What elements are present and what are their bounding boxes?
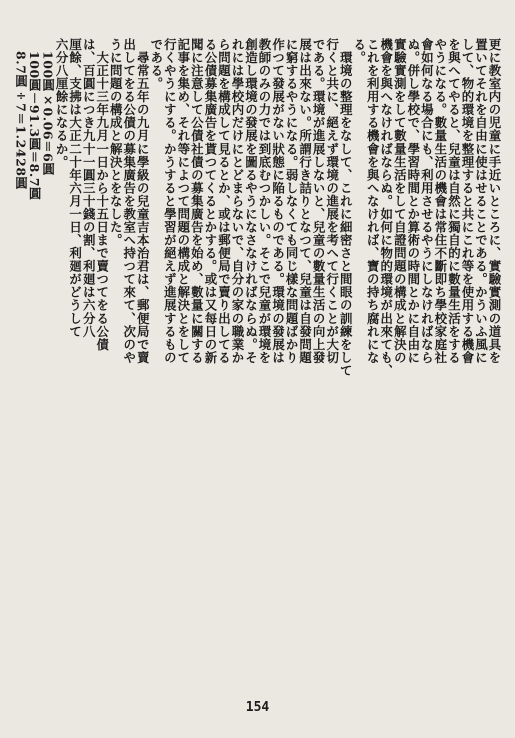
text-column-4: を與へてやると、兒童は自然に獨自的に數量生活をする [446, 38, 462, 364]
text-column-19: 創造し環境の發展を圖るやうになさなければならぬ。そ [243, 38, 259, 364]
text-column-7: ぬ。併し學校で、學習時間とか算術の時間とかに自由に [405, 38, 421, 364]
text-column-14: である。環境が進展しないと、兒童の數量生活の向上發 [311, 38, 327, 364]
text-column-31: は、百圓につき九十一圓三十錢の割、利廻は六分八 [81, 38, 97, 338]
text-column-32: 厘餘、支拂は大正二十年六月一日、利廻がどうして [67, 38, 83, 338]
text-column-20: れには學校内だけにとどまらないで、自分の家の職業か [229, 38, 245, 364]
text-column-2: 置いてそれを自由に使はせることである。かういふ風に [473, 38, 489, 364]
text-column-26: である。 [148, 38, 164, 91]
text-column-10: これを利用する機會を與へなければ、寶の持ち腐れにな [365, 38, 381, 364]
text-column-1: 更に教室内の児童に手近いところに、實驗實測の道具を [487, 38, 502, 364]
text-column-25: 行くやうにする。かうすると學習が絕えず進展するもの [162, 38, 178, 364]
text-column-12: 環境の整理をなして、これに細密さと間眼の訓練をして [338, 38, 354, 378]
text-column-11: る。 [351, 38, 367, 65]
text-column-9: 機會を與へなければならぬ。如何に物的環境が出來ても、 [378, 38, 394, 378]
page-number: 154 [245, 700, 270, 715]
text-column-36: 8.7圓÷7＝1.2428圓 [13, 38, 29, 190]
text-column-15: 展は出來ない。所謂行き詰りとなつて、兒童は自發問題 [297, 38, 313, 364]
text-column-21: ら問題を構成して見るとか、或は郵便局で賣り出してる [216, 38, 232, 364]
text-column-24: 記事を集め、それ等によつて問題の構成と解決とをして [175, 38, 191, 364]
text-column-35: 100圓－91.3圓＝8.7圓 [27, 38, 43, 201]
text-column-8: 實驗實測をして數量生活をして自證問題の構成と解決の [392, 38, 408, 364]
text-column-22: る公債募集廣告を貰つてくるとかする。或は又每日の新 [202, 38, 218, 364]
text-column-28: 出してをる公債の募集廣告を教室へ持つて來て、次のや [121, 38, 137, 364]
text-column-6: 會如何なる場合にも、利用させるやうにしなければなら [419, 38, 435, 364]
text-column-33: 六分八厘餘になるか。 [54, 38, 70, 169]
text-column-29: うに問題の構成と解決とをなした。 [108, 38, 124, 247]
text-column-23: 聞に注意して公債社債の募集廣告を始め、數量に關する [189, 38, 205, 364]
text-column-3: して、物的環境を整理すると共にこれ等を使用する機會 [459, 38, 475, 364]
text-column-30: 大正十三年九月一日から十五日まで賣つてをる公債 [94, 38, 110, 351]
text-column-5: やうになる。數量生活の機會は常住不斷即ち學校家庭社 [432, 38, 448, 364]
text-column-34: 100圓×0.06＝6圓 [40, 38, 56, 176]
text-column-13: 行くと共に、絕えず環境の進展を考へて行くことが大切 [324, 38, 340, 364]
text-column-17: 作つて發展がない狀態に陥るものである。環境の發展は [270, 38, 286, 364]
text-column-27: 尋常五年の九月に學級の兒童吉本治君は、郵便局で賣 [135, 38, 151, 364]
text-column-16: に窮するやうになる。弱しなくても同じ樣な問題ばかり [284, 38, 300, 364]
text-column-18: 教師のみの力では到底むつかしい。そこで兒童が環境を [257, 38, 273, 364]
